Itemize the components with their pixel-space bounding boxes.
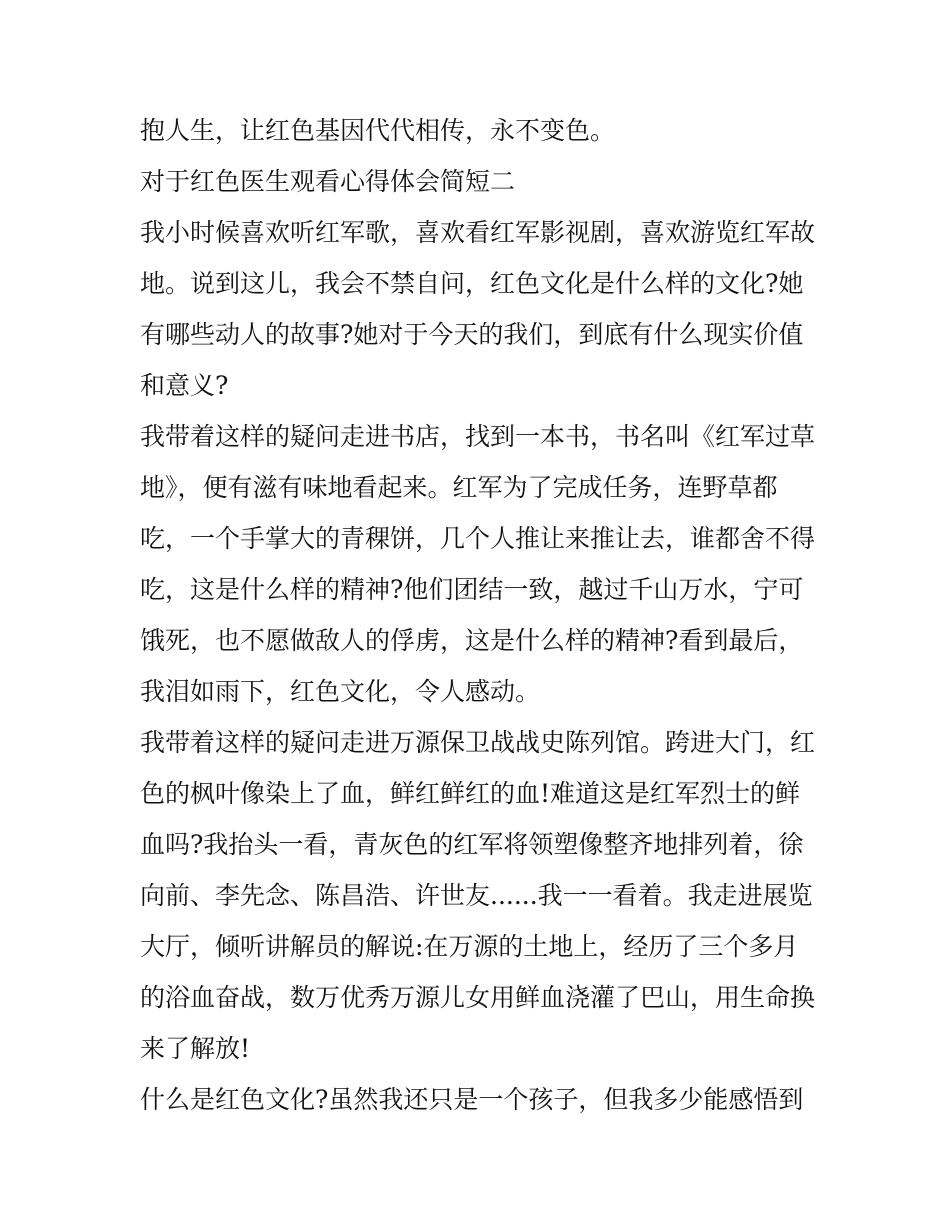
text-line: 地。说到这儿，我会不禁自问，红色文化是什么样的文化?她 bbox=[140, 269, 804, 298]
text-line: 地》，便有滋有味地看起来。红军为了完成任务，连野草都 bbox=[140, 473, 778, 502]
text-line: 血吗?我抬头一看，青灰色的红军将领塑像整齐地排列着，徐 bbox=[140, 830, 804, 859]
text-line: 我带着这样的疑问走进书店，找到一本书，书名叫《红军过草 bbox=[140, 422, 816, 451]
text-line: 的浴血奋战，数万优秀万源儿女用鲜血浇灌了巴山，用生命换 bbox=[140, 983, 816, 1012]
text-line: 大厅，倾听讲解员的解说:在万源的土地上，经历了三个多月 bbox=[140, 932, 799, 961]
paragraph-6 bbox=[140, 1074, 820, 1125]
text-line: 什么是红色文化?虽然我还只是一个孩子，但我多少能感悟到 bbox=[140, 1085, 804, 1114]
text-line: 吃，这是什么样的精神?他们团结一致，越过千山万水，宁可 bbox=[140, 575, 804, 604]
paragraph-5 bbox=[140, 717, 820, 1074]
paragraph-4 bbox=[140, 411, 820, 717]
text-line: 我小时候喜欢听红军歌，喜欢看红军影视剧，喜欢游览红军故 bbox=[140, 218, 816, 247]
text-line: 色的枫叶像染上了血，鲜红鲜红的血!难道这是红军烈士的鲜 bbox=[140, 779, 801, 808]
paragraph-3 bbox=[140, 207, 820, 411]
text-line: 我带着这样的疑问走进万源保卫战战史陈列馆。跨进大门，红 bbox=[140, 728, 816, 757]
document-body bbox=[140, 105, 820, 1125]
text-line: 来了解放! bbox=[140, 1034, 251, 1063]
text-line: 和意义? bbox=[140, 371, 229, 400]
text-line: 对于红色医生观看心得体会简短二 bbox=[140, 167, 516, 196]
text-line: 有哪些动人的故事?她对于今天的我们，到底有什么现实价值 bbox=[140, 320, 804, 349]
text-line: 吃，一个手掌大的青稞饼，几个人推让来推让去，谁都舍不得 bbox=[140, 524, 816, 553]
text-line: 向前、李先念、陈昌浩、许世友......我一一看着。我走进展览 bbox=[140, 881, 813, 910]
text-line: 饿死，也不愿做敌人的俘虏，这是什么样的精神?看到最后， bbox=[140, 626, 804, 655]
paragraph-1 bbox=[140, 105, 820, 156]
section-heading bbox=[140, 156, 820, 207]
text-line: 抱人生，让红色基因代代相传，永不变色。 bbox=[140, 116, 616, 145]
text-line: 我泪如雨下，红色文化，令人感动。 bbox=[140, 677, 541, 706]
